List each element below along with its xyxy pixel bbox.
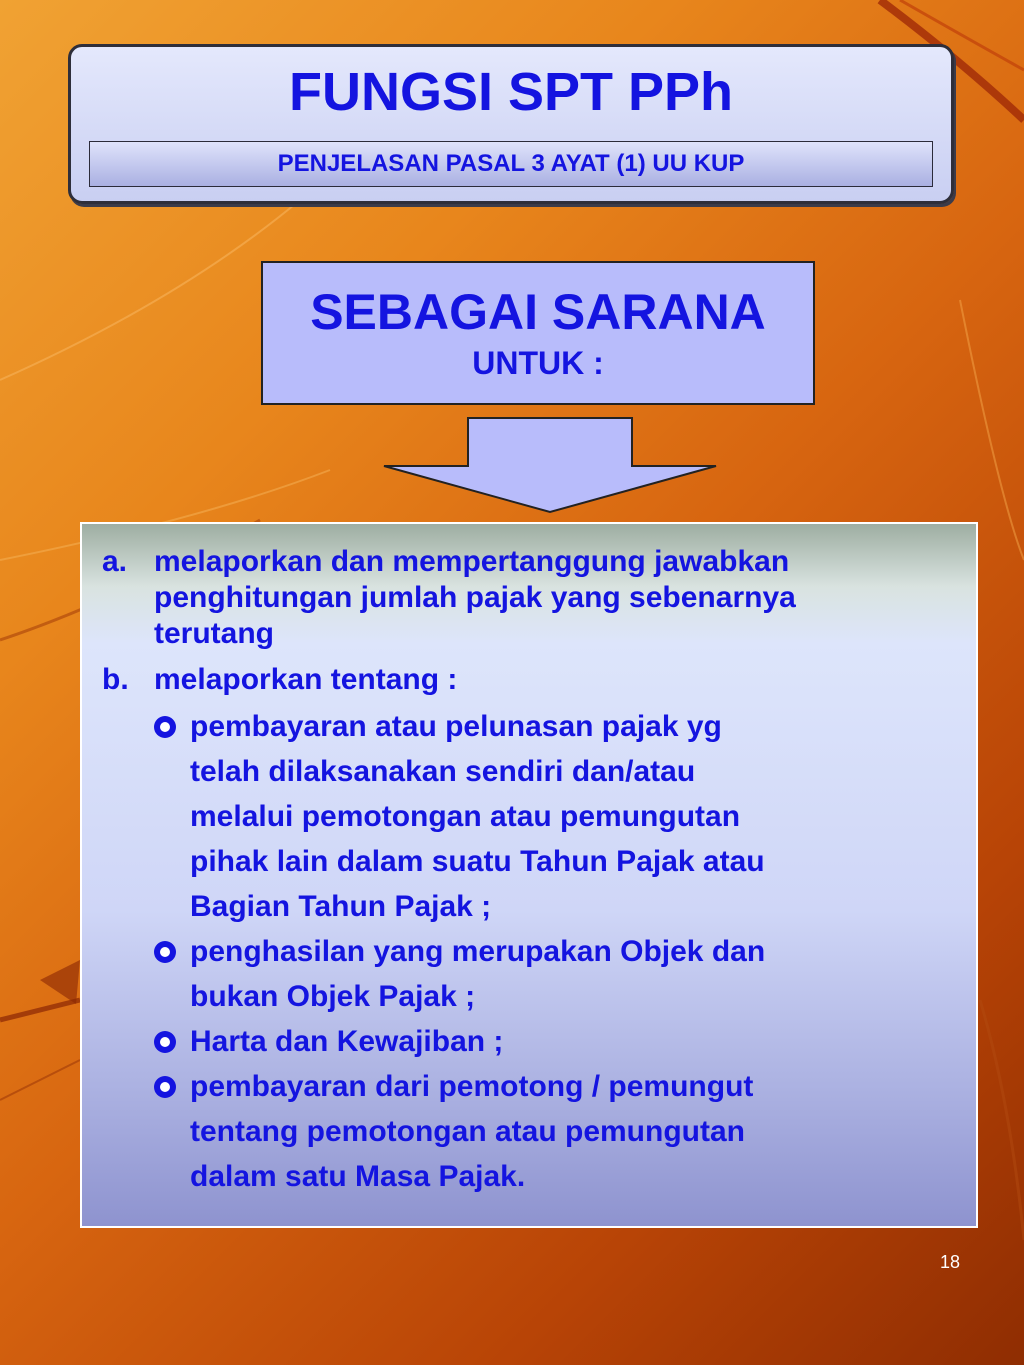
circle-bullet-icon (154, 941, 176, 963)
sub-item-text-line: dalam satu Masa Pajak. (190, 1160, 526, 1193)
sub-list-item (154, 929, 956, 1019)
content-panel (80, 522, 978, 1228)
sub-list (154, 704, 956, 1199)
content-list (102, 544, 956, 1199)
sarana-subheading: UNTUK : (472, 345, 604, 381)
sub-list-item (154, 1064, 956, 1199)
list-item-b (102, 662, 956, 698)
sarana-box (261, 261, 815, 405)
title-panel (68, 44, 954, 204)
list-marker: b. (102, 663, 129, 696)
sub-item-text-line: pembayaran dari pemotong / pemungut (190, 1070, 754, 1103)
sub-item-text-line: bukan Objek Pajak ; (190, 980, 476, 1013)
list-marker: a. (102, 545, 128, 578)
list-item-text-line: melaporkan dan mempertanggung jawabkan (154, 545, 790, 578)
sub-item-text-line: Bagian Tahun Pajak ; (190, 890, 492, 923)
sub-item-text-line: telah dilaksanakan sendiri dan/atau (190, 755, 696, 788)
down-arrow-icon (380, 416, 720, 516)
list-item-text-line: melaporkan tentang : (154, 663, 458, 696)
subtitle-bar: PENJELASAN PASAL 3 AYAT (1) UU KUP (89, 141, 933, 187)
sub-item-text-line: penghasilan yang merupakan Objek dan (190, 935, 766, 968)
circle-bullet-icon (154, 1031, 176, 1053)
circle-bullet-icon (154, 1076, 176, 1098)
page-number: 18 (939, 1252, 961, 1272)
page-title: FUNGSI SPT PPh (288, 62, 734, 122)
sub-item-text-line: melalui pemotongan atau pemungutan (190, 800, 741, 833)
sub-item-text-line: pembayaran atau pelunasan pajak yg (190, 710, 722, 743)
sub-list-item (154, 1019, 956, 1064)
sub-item-text-line: Harta dan Kewajiban ; (190, 1025, 504, 1058)
sub-item-text-line: tentang pemotongan atau pemungutan (190, 1115, 745, 1148)
list-item-text-line: terutang (154, 617, 274, 650)
sub-item-text-line: pihak lain dalam suatu Tahun Pajak atau (190, 845, 765, 878)
list-item-a (102, 544, 956, 652)
sub-list-item (154, 704, 956, 929)
circle-bullet-icon (154, 716, 176, 738)
list-item-text-line: penghitungan jumlah pajak yang sebenarnya (154, 581, 796, 614)
sarana-heading: SEBAGAI SARANA (310, 284, 766, 340)
